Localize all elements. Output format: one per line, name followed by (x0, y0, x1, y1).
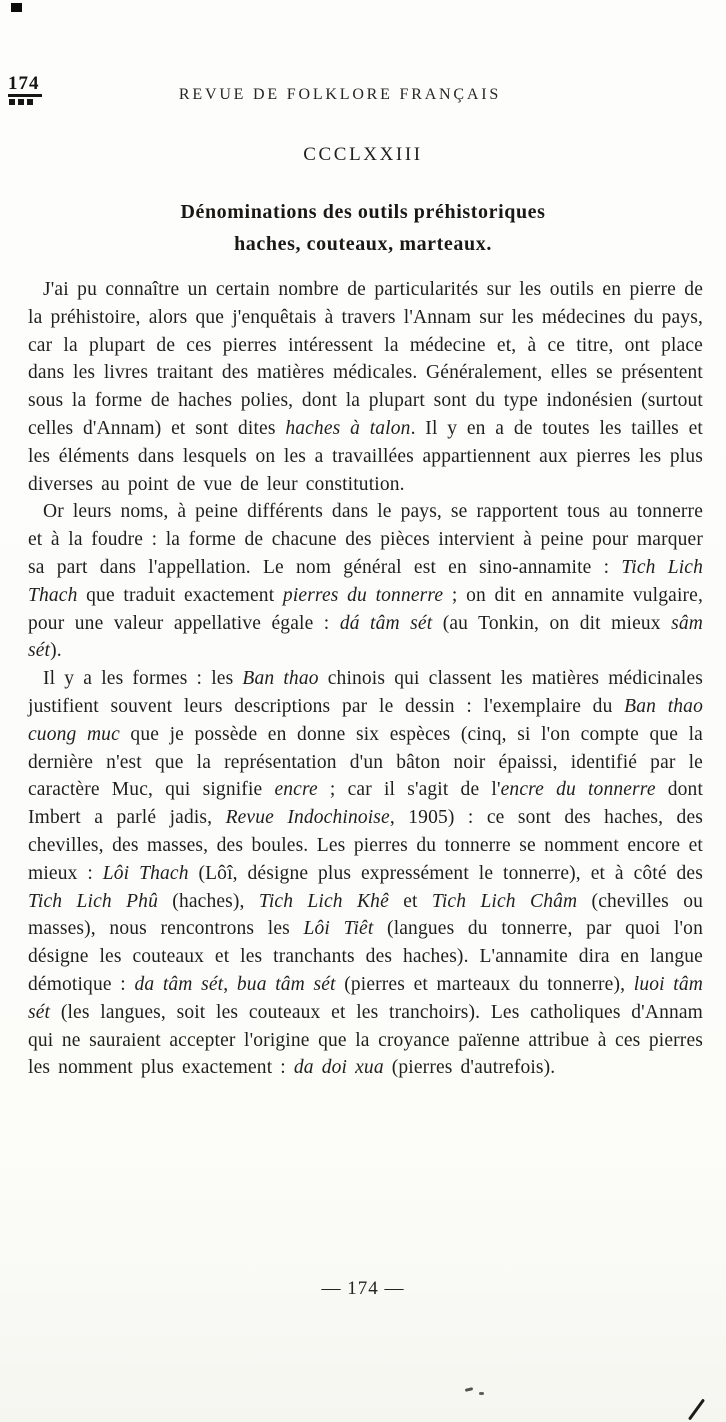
paragraph-1: J'ai pu connaître un certain nombre de particularités sur les outils en pierre de la préhistoire, alors que j'enquêtais à travers l'Annam sur les médecines du pays, car la plupart de ces pierres intéressent la médecine et, à ce titre, ont place dans les livres traitant des matières médicales. Généralement, elles se présentent sous la forme de haches polies, dont la plupart sont du type indonésien (surtout celles d'Annam) et sont dites haches à talon. Il y en a de toutes les tailles et les éléments dans lesquels on les a travaillées appartiennent aux pierres les plus diverses au point de vue de leur constitution. (28, 279, 703, 495)
page-number-header: 174 (8, 74, 42, 97)
journal-title: REVUE DE FOLKLORE FRANÇAIS (178, 86, 502, 103)
article-body (28, 276, 703, 1082)
paragraph-2: Or leurs noms, à peine différents dans le pays, se rapportent tous au tonnerre et à la foudre : la forme de chacune des pièces intervient à peine pour marquer sa part dans l'appellation. Le nom général est en sino-annamite : Tich Lich Thach que traduit exactement pierres du tonnerre ; on dit en annamite vulgaire, pour une valeur appellative égale : dá tâm sét (au Tonkin, on dit mieux sâm sét). (28, 501, 703, 662)
scan-artifact-dot (479, 1392, 484, 1395)
scan-artifact-top-left (11, 3, 22, 12)
article-title (0, 196, 726, 260)
scan-artifact-corner-stroke (688, 1399, 705, 1421)
paragraph-3: Il y a les formes : les Ban thao chinois qui classent les matières médicinales justifient souvent leurs descriptions par le dessin : l'exemplaire du Ban thao cuong muc que je possède en donne six espèces (cinq, si l'on compte que la dernière n'est que la représentation d'un bâton noir épaissi, identifié par le caractère Muc, qui signifie encre ; car il s'agit de l'encre du tonnerre dont Imbert a parlé jadis, Revue Indochinoise, 1905) : ce sont des haches, des chevilles, des masses, des boules. Les pierres du tonnerre se nomment encore et mieux : Lôi Thach (Lôî, désigne plus expressément le tonnerre), et à côté des Tich Lich Phû (haches), Tich Lich Khê et Tich Lich Châm (chevilles ou masses), nous rencontrons les Lôi Tiêt (langues du tonnerre, par quoi l'on désigne les couteaux et les tranchants des haches). L'annamite dira en langue démotique : da tâm sét, bua tâm sét (pierres et marteaux du tonnerre), luoi tâm sét (les langues, soit les couteaux et les tranchoirs). Les catholiques d'Annam qui ne sauraient accepter l'origine que la croyance païenne attribue à ces pierres les nomment plus exactement : da doi xua (pierres d'autrefois). (28, 668, 704, 1079)
article-title-line2: haches, couteaux, marteaux. (234, 233, 492, 255)
page-number-footer: — 174 — (321, 1278, 405, 1299)
scan-artifact-dot (465, 1387, 473, 1392)
section-number: CCCLXXIII (303, 144, 423, 165)
article-title-line1: Dénominations des outils préhistoriques (180, 201, 546, 223)
